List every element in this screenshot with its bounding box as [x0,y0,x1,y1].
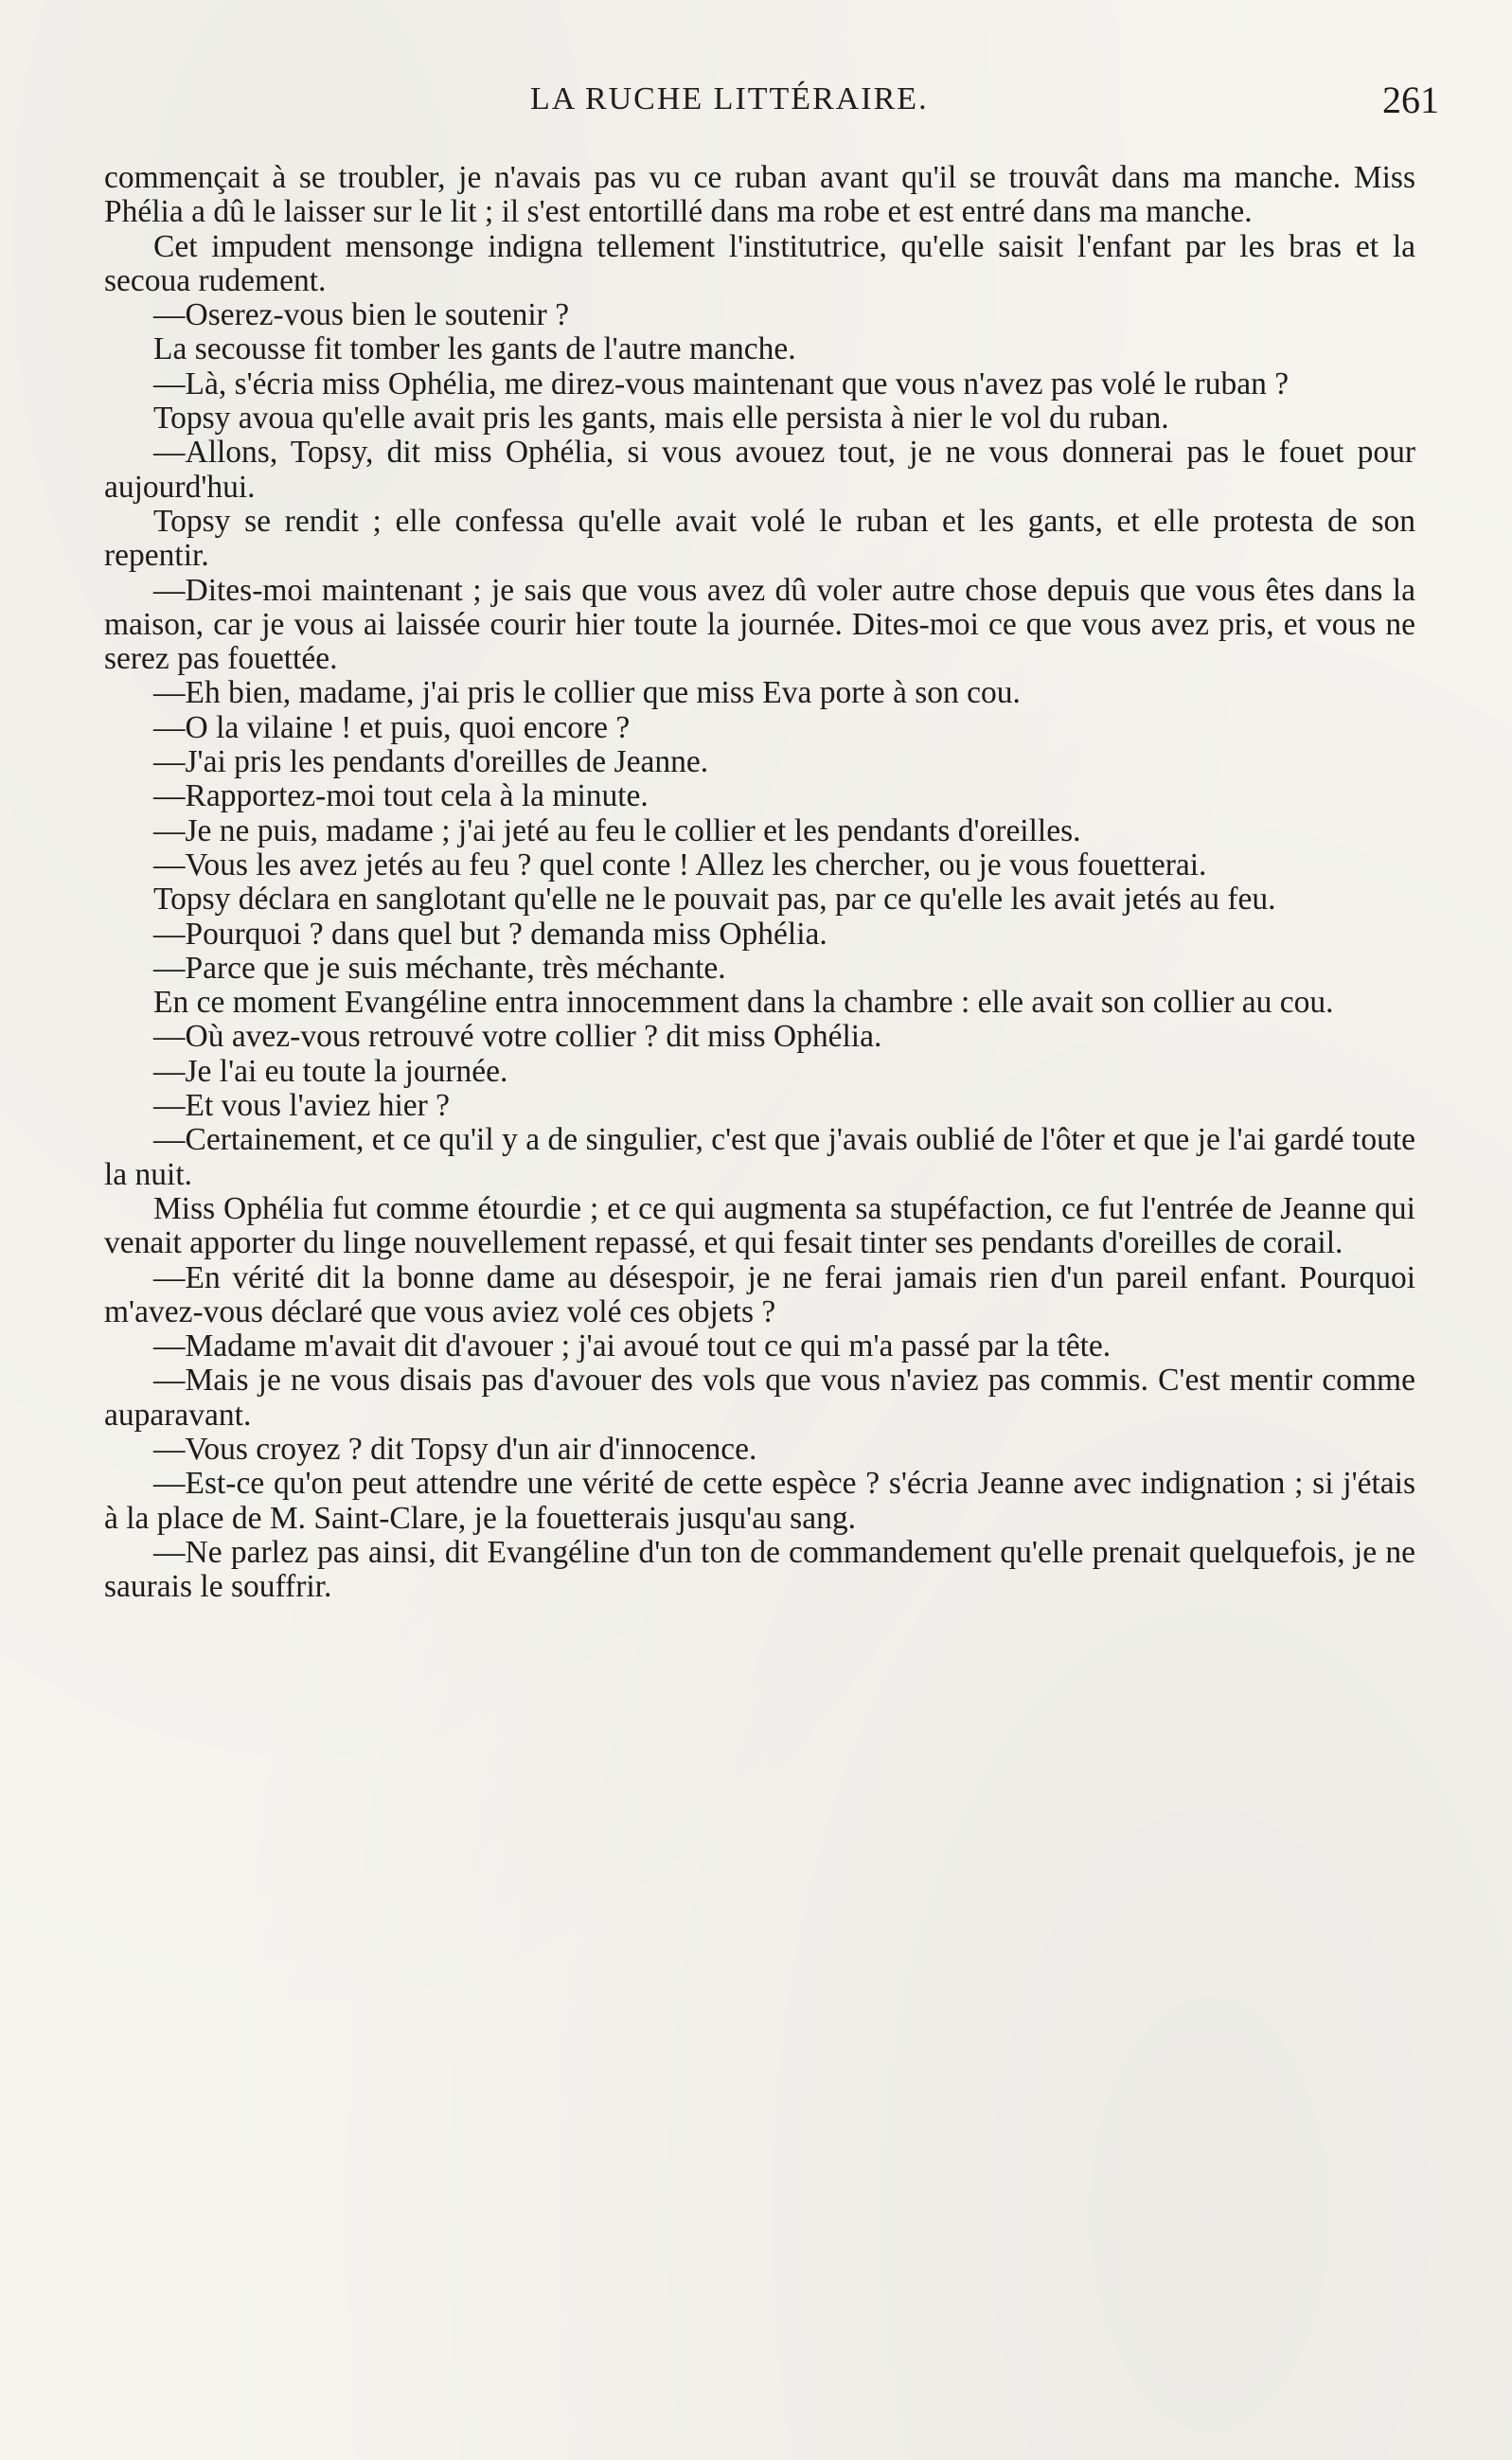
paragraph: commençait à se troubler, je n'avais pas vu ce ruban avant qu'il se trouvât dans ma manche. Miss Phélia a dû le laisser sur le lit ; il s'est entortillé dans ma robe et est entré dans ma manche. [104,160,1415,230]
paragraph: —Certainement, et ce qu'il y a de singulier, c'est que j'avais oublié de l'ôter et que je l'ai gardé toute la nuit. [104,1122,1415,1192]
paragraph: —O la vilaine ! et puis, quoi encore ? [153,709,631,745]
paragraph: —Ne parlez pas ainsi, dit Evangéline d'un ton de commandement qu'elle prenait quelquefois, je ne saurais le souffrir. [104,1534,1415,1605]
paragraph: —Pourquoi ? dans quel but ? demanda miss Ophélia. [153,916,827,952]
paragraph: —Je l'ai eu toute la journée. [153,1053,508,1089]
page-number: 261 [1382,79,1439,121]
paragraph: En ce moment Evangéline entra innocemment dans la chambre : elle avait son collier au cou. [153,985,1334,1021]
paragraph: —Vous les avez jetés au feu ? quel conte ! Allez les chercher, ou je vous fouetterai. [153,847,1207,882]
paragraph: —Eh bien, madame, j'ai pris le collier que miss Eva porte à son cou. [153,675,1021,711]
page-header [114,81,1468,138]
paragraph: —Mais je ne vous disais pas d'avouer des vols que vous n'aviez pas commis. C'est mentir comme auparavant. [104,1363,1415,1433]
paragraph: Miss Ophélia fut comme étourdie ; et ce qui augmenta sa stupéfaction, ce fut l'entrée de Jeanne qui venait apporter du linge nouvellement repassé, et qui fesait tinter ses pendants d'oreilles de corail. [104,1190,1415,1261]
paragraph: —Rapportez-moi tout cela à la minute. [153,778,649,814]
paragraph: Topsy déclara en sanglotant qu'elle ne le pouvait pas, par ce qu'elle les avait jetés au feu. [153,882,1276,918]
paragraph: —J'ai pris les pendants d'oreilles de Jeanne. [153,744,709,780]
paragraph: —Est-ce qu'on peut attendre une vérité de cette espèce ? s'écria Jeanne avec indignation ; si j'étais à la place de M. Saint-Clare, je la fouetterais jusqu'au sang. [104,1466,1415,1536]
paragraph: —Là, s'écria miss Ophélia, me direz-vous maintenant que vous n'avez pas volé le ruban ? [153,365,1290,401]
paragraph: —Madame m'avait dit d'avouer ; j'ai avoué tout ce qui m'a passé par la tête. [153,1328,1112,1364]
paragraph: —En vérité dit la bonne dame au désespoir, je ne ferai jamais rien d'un pareil enfant. Pourquoi m'avez-vous déclaré que vous aviez volé ces objets ? [104,1259,1415,1329]
paragraph: Topsy avoua qu'elle avait pris les gants, mais elle persista à nier le vol du ruban. [153,401,1169,437]
paragraph: La secousse fit tomber les gants de l'autre manche. [153,331,796,367]
paragraph: —Parce que je suis méchante, très méchante. [153,950,726,986]
running-title: LA RUCHE LITTÉRAIRE. [530,81,929,116]
paragraph: —Où avez-vous retrouvé votre collier ? dit miss Ophélia. [153,1019,882,1055]
paragraph: —Dites-moi maintenant ; je sais que vous avez dû voler autre chose depuis que vous êtes dans la maison, car je vous ai laissée courir hier toute la journée. Dites-moi ce que vous avez pris, et vous ne serez pas fouettée. [104,572,1415,677]
body-text [104,161,1415,1604]
paragraph: —Allons, Topsy, dit miss Ophélia, si vous avouez tout, je ne vous donnerai pas le fouet pour aujourd'hui. [104,435,1415,505]
paragraph: —Je ne puis, madame ; j'ai jeté au feu le collier et les pendants d'oreilles. [153,812,1081,848]
paragraph: Cet impudent mensonge indigna tellement l'institutrice, qu'elle saisit l'enfant par les bras et la secoua rudement. [104,228,1415,298]
paragraph: —Oserez-vous bien le soutenir ? [153,297,570,333]
paragraph: —Vous croyez ? dit Topsy d'un air d'innocence. [153,1431,757,1467]
paragraph: —Et vous l'aviez hier ? [153,1088,451,1124]
paragraph: Topsy se rendit ; elle confessa qu'elle avait volé le ruban et les gants, et elle protesta de son repentir. [104,503,1415,574]
